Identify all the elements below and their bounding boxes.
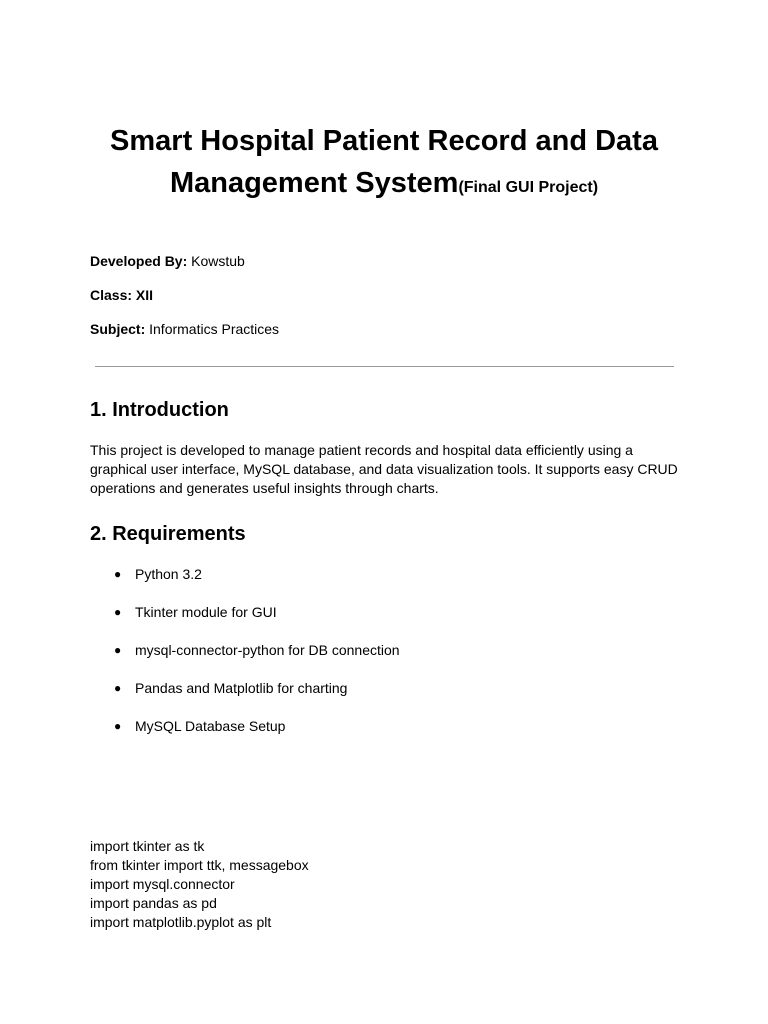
bullet-icon: ● (114, 605, 122, 619)
code-block (90, 837, 309, 932)
code-line: import tkinter as tk (90, 838, 205, 854)
introduction-heading: 1. Introduction (90, 399, 229, 421)
code-line: import matplotlib.pyplot as plt (90, 914, 272, 930)
bullet-icon: ● (114, 681, 122, 695)
class-label: Class: (90, 287, 133, 303)
horizontal-divider (95, 366, 674, 367)
code-line: from tkinter import ttk, messagebox (90, 857, 309, 873)
list-item (90, 603, 400, 641)
requirement-text: mysql-connector-python for DB connection (135, 642, 400, 658)
requirements-heading: 2. Requirements (90, 523, 246, 545)
title-subtitle: (Final GUI Project) (458, 179, 599, 196)
requirements-list (90, 565, 400, 755)
developed-by-value: Kowstub (191, 253, 245, 269)
introduction-paragraph: This project is developed to manage patient records and hospital data efficiently using a graphical user interface, MySQL database, and data visualization tools. It supports easy CRUD operations and generates useful insights through charts. (90, 442, 678, 496)
bullet-icon: ● (114, 567, 122, 581)
subject-value: Informatics Practices (149, 321, 280, 337)
list-item (90, 565, 400, 603)
requirement-text: MySQL Database Setup (135, 718, 286, 734)
list-item (90, 717, 400, 755)
subject-label: Subject: (90, 321, 146, 337)
bullet-icon: ● (114, 719, 122, 733)
developer-line (90, 252, 245, 270)
developed-by-label: Developed By: (90, 253, 188, 269)
class-value: XII (135, 287, 154, 303)
requirement-text: Python 3.2 (135, 566, 202, 582)
bullet-icon: ● (114, 643, 122, 657)
requirement-text: Tkinter module for GUI (135, 604, 277, 620)
subject-line (90, 320, 279, 338)
list-item (90, 641, 400, 679)
list-item (90, 679, 400, 717)
document-title (60, 120, 708, 209)
title-main: Smart Hospital Patient Record and Data Management System (110, 125, 658, 199)
requirement-text: Pandas and Matplotlib for charting (135, 680, 348, 696)
class-line (90, 286, 153, 304)
code-line: import pandas as pd (90, 895, 217, 911)
code-line: import mysql.connector (90, 876, 235, 892)
